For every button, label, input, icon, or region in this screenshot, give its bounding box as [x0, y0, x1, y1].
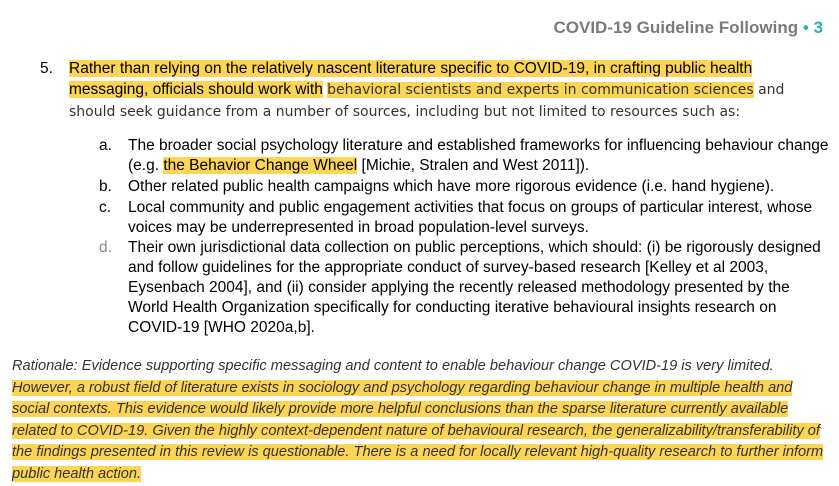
recommendation-item-5 [40, 58, 830, 123]
header-separator: • [802, 18, 809, 37]
sub-item-d [99, 238, 829, 338]
recommendation-text-rest: and should seek guidance from a number of sources, including but not limited to resources such as: [69, 82, 785, 120]
list-marker: d. [99, 239, 112, 256]
sub-item-c [99, 198, 829, 238]
list-marker: 5. [40, 60, 53, 77]
rationale-text: Rationale: Evidence supporting specific messaging and content to enable behaviour change COVID-19 is very limited. [12, 358, 774, 374]
highlighted-text: Rather than relying on the relatively nascent literature specific to COVID-19, in crafting public health messaging, officials should work with [69, 60, 753, 98]
highlighted-text-secondary: behavioral scientists and experts in communication sciences [327, 82, 754, 98]
list-marker: a. [99, 137, 112, 154]
highlighted-text: the Behavior Change Wheel [163, 157, 358, 174]
recommendation-text [69, 58, 830, 123]
sub-item-b [99, 177, 829, 197]
sub-item-text: Their own jurisdictional data collection on public perceptions, which should: (i) be rigorously designed and follow guidelines for the appropriate conduct of survey-based research [Kelley et al 2003, Eysenbach 2004], and (ii) consider applying the recently released methodology presented by the World Health Organization specifically for conducting iterative behavioural insights research on COVID-19 [WHO 2020a,b]. [128, 239, 821, 336]
sub-item-text [128, 136, 829, 176]
rationale-paragraph [12, 356, 832, 485]
list-marker: c. [99, 199, 112, 216]
sub-item-text: Other related public health campaigns which have more rigorous evidence (i.e. hand hygiene). [128, 178, 775, 195]
page-number: 3 [813, 18, 823, 37]
sub-item-text-pre: The broader social psychology literature and established frameworks for influencing behaviour change (e.g. [128, 137, 829, 174]
list-marker: b. [99, 178, 112, 195]
header-title: COVID-19 Guideline Following [553, 18, 799, 37]
page-header [553, 18, 823, 38]
sub-item-a [99, 136, 829, 176]
sub-item-text-post: [Michie, Stralen and West 2011]). [357, 157, 590, 174]
highlighted-text: However, a robust field of literature exists in sociology and psychology regarding behaviour change in multiple health and social contexts. This evidence would likely provide more helpful conclusions than the sparse literature currently available related to COVID-19. Given the highly context-dependent nature of behavioural research, the generalizability/transferability of the findings presented in this review is questionable. There is a need for locally relevant high-quality research to further inform public health action. [12, 379, 824, 482]
sub-item-text: Local community and public engagement activities that focus on groups of particular interest, whose voices may be underrepresented in broad population-level surveys. [128, 199, 813, 236]
